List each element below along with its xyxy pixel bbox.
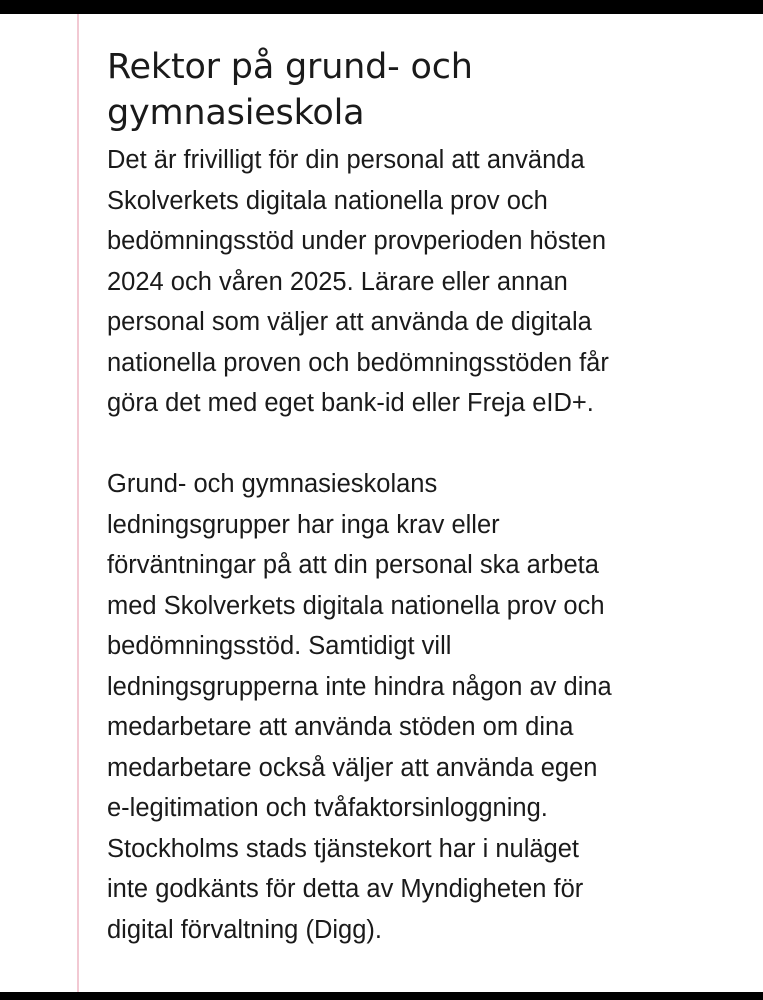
page-title-line: gymnasieskola <box>107 93 365 133</box>
text-line: Grund- och gymnasieskolans <box>107 470 438 498</box>
text-line: nationella proven och bedömningsstöden får <box>107 348 609 377</box>
page-title-line: Rektor på grund- och <box>107 47 473 87</box>
paragraph-leadership <box>107 464 707 950</box>
text-line: ledningsgrupperna inte hindra någon av dina <box>107 672 612 701</box>
text-line: Det är frivilligt för din personal att använda <box>107 146 585 174</box>
text-line: bedömningsstöd under provperioden hösten <box>107 227 607 255</box>
screen <box>0 14 763 992</box>
text-line: med Skolverkets digitala nationella prov och <box>107 591 605 620</box>
text-line: 2024 och våren 2025. Lärare eller annan <box>107 267 568 296</box>
text-line: Skolverkets digitala nationella prov och <box>107 186 548 215</box>
paragraph-voluntary <box>107 140 707 424</box>
text-line: ledningsgrupper har inga krav eller <box>107 510 500 539</box>
text-line: göra det med eget bank-id eller Freja eID+. <box>107 389 594 417</box>
text-line: förväntningar på att din personal ska arbeta <box>107 551 599 579</box>
text-line: e-legitimation och tvåfaktorsinloggning. <box>107 794 548 822</box>
text-line: Stockholms stads tjänstekort har i nuläget <box>107 834 579 863</box>
text-line: personal som väljer att använda de digitala <box>107 308 592 336</box>
accent-rule <box>77 14 79 992</box>
text-line: bedömningsstöd. Samtidigt vill <box>107 632 452 660</box>
text-line: inte godkänts för detta av Myndigheten för <box>107 875 584 903</box>
text-line: digital förvaltning (Digg). <box>107 915 382 944</box>
article <box>107 44 707 950</box>
page-title <box>107 44 707 136</box>
text-line: medarbetare också väljer att använda egen <box>107 753 598 782</box>
text-line: medarbetare att använda stöden om dina <box>107 713 574 741</box>
